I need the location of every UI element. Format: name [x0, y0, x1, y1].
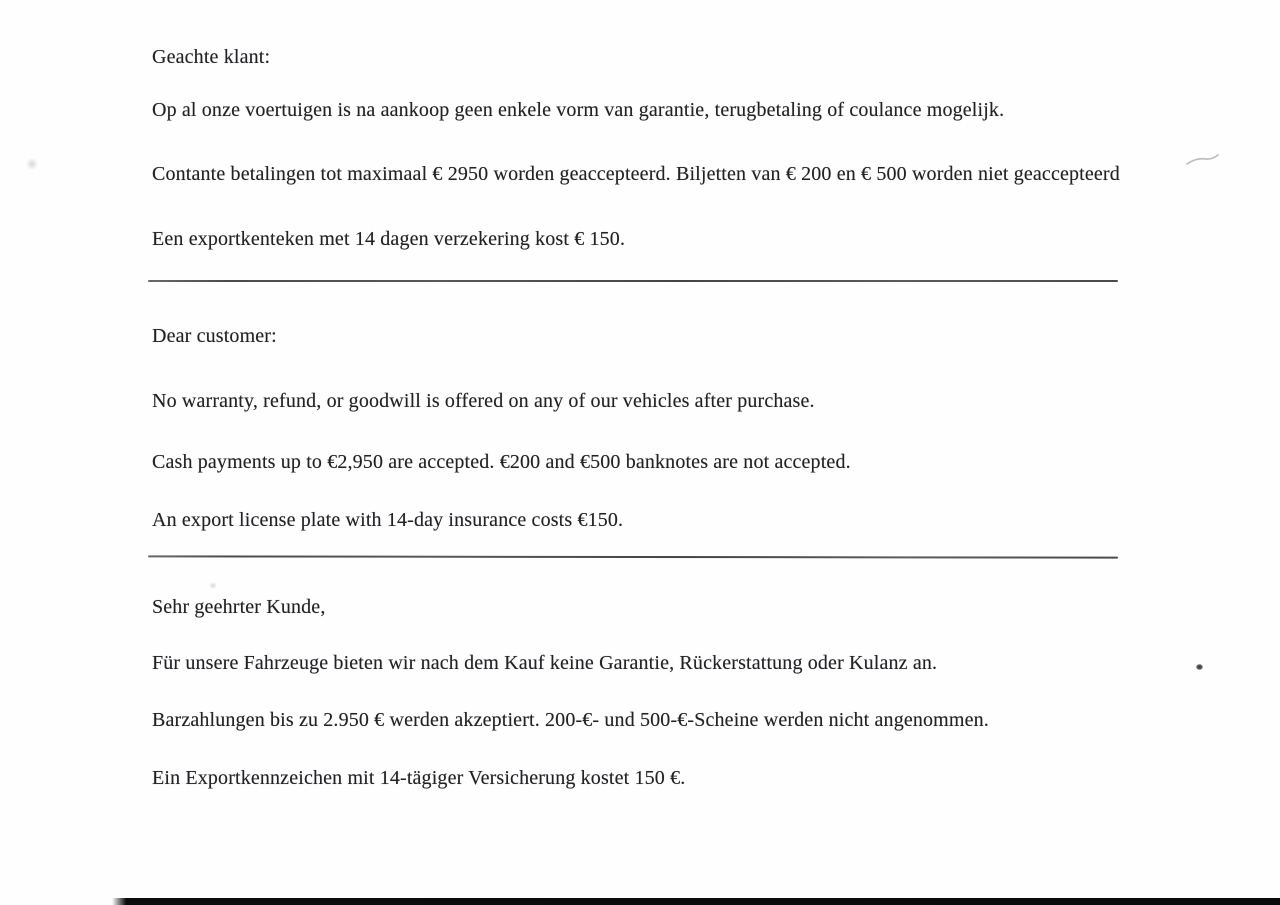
- dutch-cash-line: Contante betalingen tot maximaal € 2950 worden geaccepteerd. Biljetten van € 200 en € 500 worden niet geaccepteerd: [152, 163, 1120, 185]
- english-export-plate-line: An export license plate with 14-day insurance costs €150.: [152, 509, 624, 531]
- dutch-warranty-line: Op al onze voertuigen is na aankoop geen enkele vorm van garantie, terugbetaling of coulance mogelijk.: [152, 99, 1005, 121]
- scan-speck-dark: [1196, 664, 1203, 670]
- german-cash-line: Barzahlungen bis zu 2.950 € werden akzeptiert. 200-€- und 500-€-Scheine werden nicht angenommen.: [152, 709, 989, 731]
- dutch-greeting: Geachte klant:: [152, 46, 271, 68]
- dutch-export-plate-line: Een exportkenteken met 14 dagen verzekering kost € 150.: [152, 228, 626, 250]
- scan-smudge-mark: [1186, 152, 1220, 168]
- english-cash-line: Cash payments up to €2,950 are accepted. €200 and €500 banknotes are not accepted.: [152, 451, 851, 473]
- german-warranty-line: Für unsere Fahrzeuge bieten wir nach dem Kauf keine Garantie, Rückerstattung oder Kulanz an.: [152, 652, 938, 674]
- scan-speck-faint-left: [26, 158, 38, 170]
- scan-speck-faint-above-greeting: [209, 582, 217, 589]
- english-greeting: Dear customer:: [152, 325, 277, 347]
- german-greeting: Sehr geehrter Kunde,: [152, 596, 326, 618]
- scanner-edge-bar: [112, 898, 1280, 905]
- section-divider-1: [148, 280, 1118, 282]
- english-warranty-line: No warranty, refund, or goodwill is offered on any of our vehicles after purchase.: [152, 390, 815, 412]
- german-export-plate-line: Ein Exportkennzeichen mit 14-tägiger Versicherung kostet 150 €.: [152, 767, 686, 789]
- section-divider-2: [148, 555, 1118, 558]
